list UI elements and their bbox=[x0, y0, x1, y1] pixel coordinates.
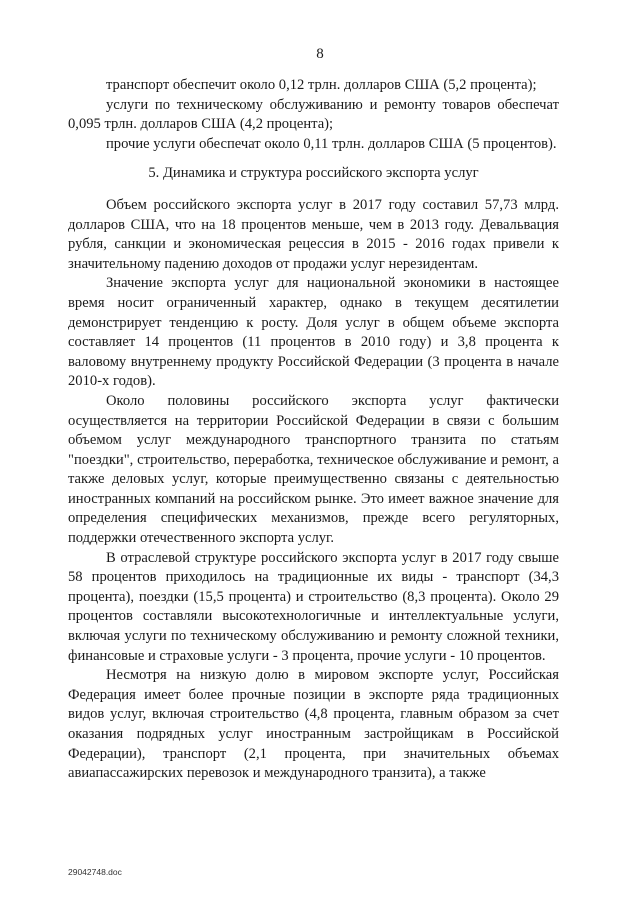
document-body bbox=[68, 76, 559, 784]
paragraph-export-significance: Значение экспорта услуг для национальной экономики в настоящее время носит ограниченный характер, однако в текущем десятилетии демонстрирует тенденцию к росту. Доля услуг в общем объеме экспорта составляет 14 процентов (11 процентов в 2010 году) и 3,8 процента к валовому внутреннему продукту Российской Федерации (3 процента в начале 2010-х годов). bbox=[68, 275, 559, 390]
paragraph-domestic-territory: Около половины российского экспорта услуг фактически осуществляется на территории Российской Федерации в связи с большим объемом услуг международного транспортного транзита по статьям "поездки", строительство, переработка, техническое обслуживание и ремонт, а также деловых услуг, которые преимущественно связаны с деятельностью иностранных компаний на российском рынке. Это имеет важное значение для определения специфических механизмов, прежде всего регуляторных, поддержки отечественного экспорта услуг. bbox=[68, 392, 559, 547]
page-number: 8 bbox=[316, 46, 324, 62]
paragraph-world-positions: Несмотря на низкую долю в мировом экспорте услуг, Российская Федерация имеет более прочные позиции в экспорте ряда традиционных видов услуг, включая строительство (4,8 процента, главным образом за счет оказания подрядных услуг иностранным застройщикам в Российской Федерации), транспорт (2,1 процента, при значительных объемах авиапассажирских перевозок и международного транзита), а также bbox=[68, 667, 559, 782]
section-heading: 5. Динамика и структура российского экспорта услуг bbox=[148, 165, 479, 182]
list-item-transport: транспорт обеспечит около 0,12 трлн. долларов США (5,2 процента); bbox=[106, 77, 537, 93]
list-item-other-services: прочие услуги обеспечат около 0,11 трлн. долларов США (5 процентов). bbox=[106, 135, 557, 152]
paragraph-export-volume: Объем российского экспорта услуг в 2017 году составил 57,73 млрд. долларов США, что на 18 процентов меньше, чем в 2013 году. Девальвация рубля, санкции и экономическая рецессия в 2015 - 2016 годах привели к значительному падению доходов от продажи услуг нерезидентам. bbox=[68, 196, 559, 272]
paragraph-sector-structure: В отраслевой структуре российского экспорта услуг в 2017 году свыше 58 процентов приходилось на традиционные их виды - транспорт (34,3 процента), поездки (15,5 процента) и строительство (8,3 процента). Около 29 процентов составляли высокотехнологичные и интеллектуальные услуги, включая услуги по техническому обслуживанию и ремонту сложной техники, финансовые и страховые услуги - 3 процента, прочие услуги - 10 процентов. bbox=[68, 549, 559, 664]
footer-filename: 29042748.doc bbox=[68, 867, 122, 877]
list-item-maintenance: услуги по техническому обслуживанию и ремонту товаров обеспечат 0,095 трлн. долларов США (4,2 процента); bbox=[68, 96, 559, 133]
